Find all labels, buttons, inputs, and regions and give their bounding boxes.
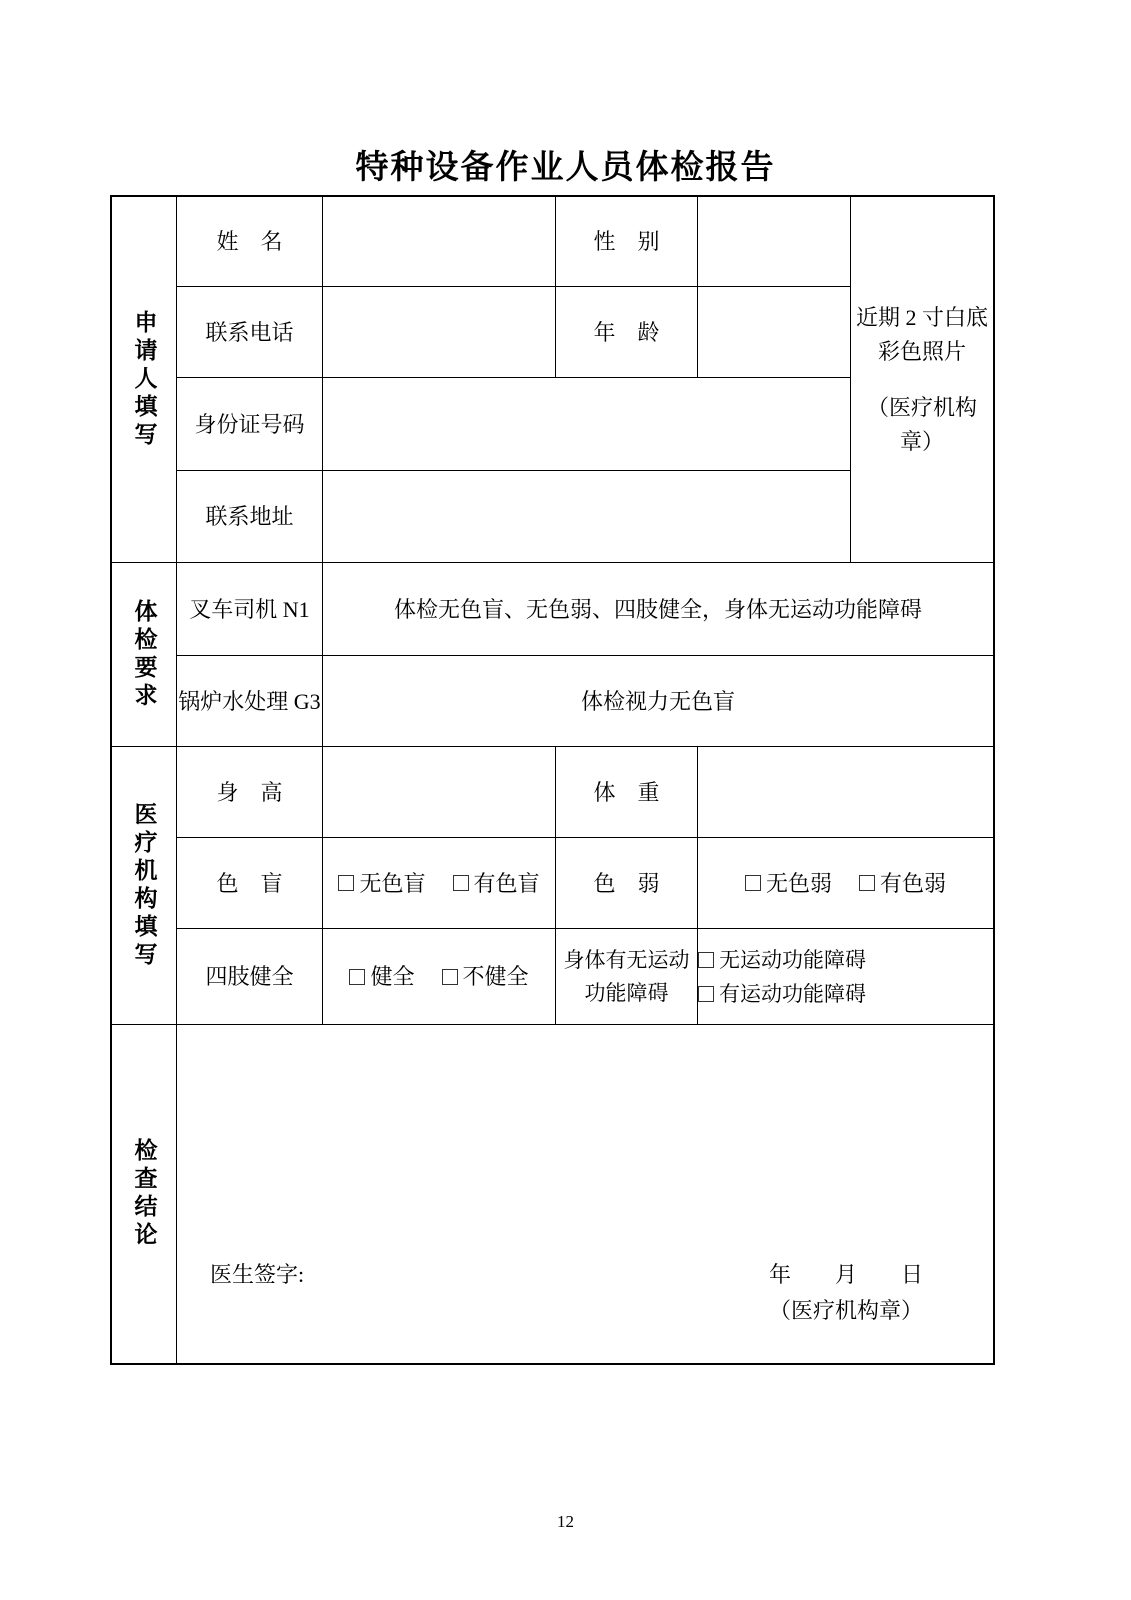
address-value-cell <box>323 471 851 563</box>
section-label-medical <box>112 747 177 1025</box>
address-label: 联系地址 <box>177 471 323 563</box>
gender-label: 性 别 <box>556 197 698 287</box>
option-has-color-blind: 有色盲 <box>453 867 540 900</box>
name-label: 姓 名 <box>177 197 323 287</box>
motor-function-label-line2: 功能障碍 <box>584 980 669 1005</box>
job-boiler-requirement: 体检视力无色盲 <box>323 656 993 747</box>
page-number: 12 <box>557 1512 574 1531</box>
medical-report-form-table <box>110 195 995 1365</box>
color-blind-options-cell <box>323 838 556 929</box>
limbs-label: 四肢健全 <box>177 929 323 1025</box>
option-has-motor-impairment: 有运动功能障碍 <box>698 977 866 1011</box>
name-value-cell <box>323 197 556 287</box>
checkbox-unchecked-icon <box>338 875 354 891</box>
signature-row <box>177 1257 993 1363</box>
date-seal-block <box>769 1257 923 1329</box>
conclusion-content-cell <box>177 1025 993 1363</box>
section-label-applicant <box>112 197 177 563</box>
color-weak-options-cell <box>698 838 993 929</box>
height-value-cell <box>323 747 556 838</box>
phone-value-cell <box>323 287 556 378</box>
option-no-color-weak: 无色弱 <box>745 867 832 900</box>
checkbox-unchecked-icon <box>442 969 458 985</box>
motor-function-label <box>556 929 698 1025</box>
section-label-medical-text: 医疗机构填写 <box>131 801 157 970</box>
checkbox-unchecked-icon <box>698 986 714 1002</box>
photo-area <box>851 197 993 563</box>
page-title: 特种设备作业人员体检报告 <box>355 148 776 185</box>
age-label: 年 龄 <box>556 287 698 378</box>
height-label: 身 高 <box>177 747 323 838</box>
motor-function-label-line1: 身体有无运动 <box>563 947 690 972</box>
photo-note-line2: 彩色照片 <box>877 338 966 364</box>
section-label-exam-requirements <box>112 563 177 747</box>
institution-seal-label: （医疗机构章） <box>768 1298 923 1323</box>
option-no-color-blind: 无色盲 <box>338 867 425 900</box>
weight-value-cell <box>698 747 993 838</box>
checkbox-unchecked-icon <box>349 969 365 985</box>
option-no-motor-impairment: 无运动功能障碍 <box>698 943 866 977</box>
job-forklift-requirement: 体检无色盲、无色弱、四肢健全，身体无运动功能障碍 <box>323 563 993 656</box>
checkbox-unchecked-icon <box>859 875 875 891</box>
section-label-conclusion-text: 检查结论 <box>131 1138 157 1250</box>
job-forklift-label: 叉车司机 N1 <box>177 563 323 656</box>
checkbox-unchecked-icon <box>698 952 714 968</box>
option-limbs-intact: 健全 <box>349 960 414 993</box>
job-boiler-label: 锅炉水处理 G3 <box>177 656 323 747</box>
date-line: 年 月 日 <box>768 1262 923 1287</box>
section-label-exam-requirements-text: 体检要求 <box>131 598 157 711</box>
color-weak-label: 色 弱 <box>556 838 698 929</box>
section-label-applicant-text: 申请人填写 <box>131 309 157 450</box>
id-number-value-cell <box>323 378 851 471</box>
checkbox-unchecked-icon <box>745 875 761 891</box>
checkbox-unchecked-icon <box>453 875 469 891</box>
limbs-options-cell <box>323 929 556 1025</box>
color-blind-label: 色 盲 <box>177 838 323 929</box>
id-number-label: 身份证号码 <box>177 378 323 471</box>
weight-label: 体 重 <box>556 747 698 838</box>
photo-note-line1: 近期 2 寸白底 <box>855 304 988 330</box>
photo-seal-note: （医疗机构章） <box>866 394 977 454</box>
phone-label: 联系电话 <box>177 287 323 378</box>
age-value-cell <box>698 287 851 378</box>
section-label-conclusion <box>112 1025 177 1363</box>
option-limbs-not-intact: 不健全 <box>442 960 529 993</box>
gender-value-cell <box>698 197 851 287</box>
doctor-signature-label: 医生签字: <box>210 1262 305 1287</box>
motor-function-options-cell <box>698 929 993 1025</box>
option-has-color-weak: 有色弱 <box>859 867 946 900</box>
